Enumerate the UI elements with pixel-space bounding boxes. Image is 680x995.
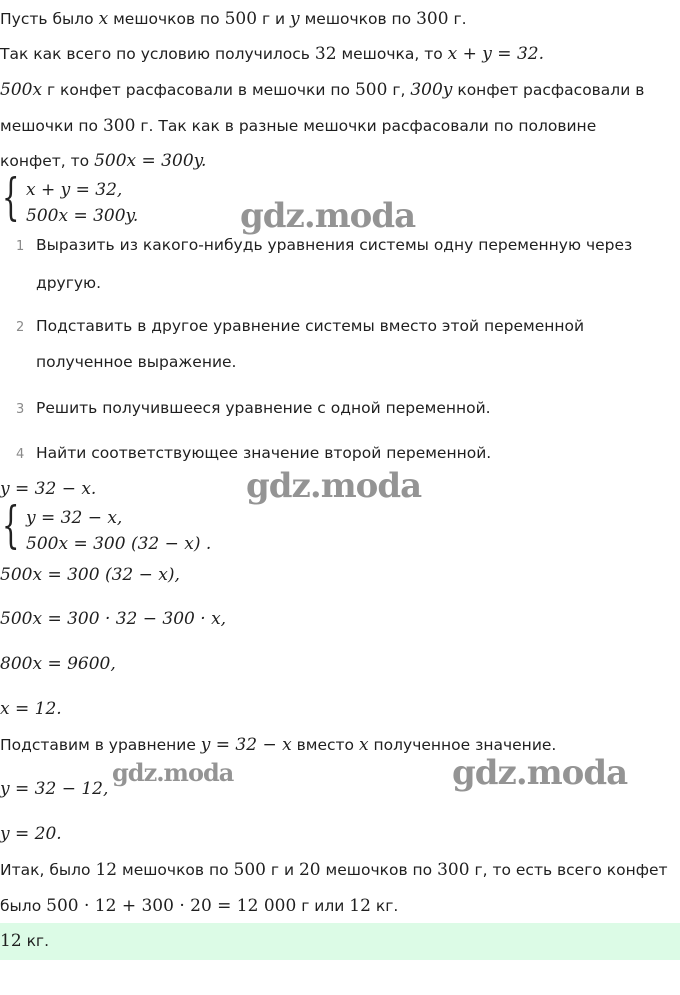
text: кг. [21, 932, 50, 950]
equation: y = 32 − x. [0, 479, 97, 499]
equation: y = 32 − 12, [0, 779, 109, 799]
equation: 500x = 300 (32 − x), [0, 565, 180, 585]
list-text: Выразить из какого-нибудь уравнения системы одну переменную через [36, 236, 633, 254]
math: 500x [0, 80, 43, 100]
math: 300 [437, 860, 470, 880]
math: 300 [102, 116, 136, 136]
list-text: полученное выражение. [36, 353, 237, 371]
text: вместо [291, 736, 359, 754]
text: г, то есть всего конфет [469, 861, 668, 879]
system-row: x + y = 32, [26, 180, 123, 200]
text: было [0, 897, 47, 915]
text: мешочков по [320, 861, 438, 879]
watermark: gdz.moda [240, 196, 416, 236]
math: 12 [349, 896, 371, 916]
equation: 800x = 9600, [0, 654, 116, 674]
list-number: 2 [16, 320, 25, 335]
text: мешочки по [0, 117, 103, 135]
math: x [358, 735, 369, 755]
text: г и [257, 10, 291, 28]
text-line [0, 43, 544, 65]
equation: x = 12. [0, 699, 62, 719]
answer-box [0, 923, 680, 960]
list-number: 1 [16, 239, 25, 254]
math: y [290, 9, 300, 29]
system-row: 500x = 300 (32 − x) . [26, 534, 212, 554]
math: 500x = 300y. [94, 151, 207, 171]
math: 500 [224, 9, 258, 29]
text: Так как всего по условию получилось [0, 45, 315, 63]
list-number: 4 [16, 447, 25, 462]
text: кг. [370, 897, 399, 915]
system-row: y = 32 − x, [26, 508, 123, 528]
watermark: gdz.moda [112, 758, 234, 787]
text-line [0, 859, 668, 881]
brace-icon: { [2, 168, 20, 226]
math: 300y [410, 80, 453, 100]
math: 500 [233, 860, 266, 880]
equation: 500x = 300 · 32 − 300 · x, [0, 609, 227, 629]
math: 500 [354, 80, 388, 100]
math: 500 · 12 + 300 · 20 = 12 000 [46, 896, 297, 916]
math: 300 [416, 9, 449, 29]
text: г конфет расфасовали в мешочки по [42, 81, 355, 99]
math: 20 [298, 860, 321, 880]
math: 12 [0, 931, 22, 951]
text-line [0, 150, 206, 172]
text: мешочков по [108, 10, 225, 28]
text-line [0, 79, 644, 101]
list-text: Найти соответствующее значение второй переменной. [36, 444, 492, 462]
equation: y = 20. [0, 824, 62, 844]
math: x + y = 32. [447, 44, 544, 64]
watermark: gdz.moda [452, 753, 628, 793]
list-number: 3 [16, 402, 25, 417]
text: конфет расфасовали в [452, 81, 645, 99]
text: мешочков по [299, 10, 417, 28]
text: полученное значение. [368, 736, 557, 754]
brace-icon: { [2, 496, 20, 554]
system-row: 500x = 300y. [26, 206, 139, 226]
math: 12 [95, 860, 118, 880]
answer-text [0, 930, 49, 952]
text-line [0, 8, 467, 30]
text: г. Так как в разные мешочки расфасовали по половине [135, 117, 597, 135]
text-line [0, 115, 596, 137]
text: конфет, то [0, 152, 95, 170]
text: мешочков по [117, 861, 234, 879]
text: Пусть было [0, 10, 99, 28]
text: г, [387, 81, 411, 99]
list-text: другую. [36, 274, 102, 292]
text: г. [448, 10, 467, 28]
list-text: Решить получившееся уравнение с одной переменной. [36, 399, 491, 417]
math: 32 [314, 44, 337, 64]
text: Подставим в уравнение [0, 736, 201, 754]
math: y = 32 − x [200, 735, 292, 755]
text: мешочка, то [336, 45, 448, 63]
text: г или [296, 897, 350, 915]
text: Итак, было [0, 861, 96, 879]
list-text: Подставить в другое уравнение системы вместо этой переменной [36, 317, 585, 335]
watermark: gdz.moda [246, 466, 422, 506]
math: x [98, 9, 109, 29]
text: г и [265, 861, 299, 879]
text-line [0, 895, 398, 917]
